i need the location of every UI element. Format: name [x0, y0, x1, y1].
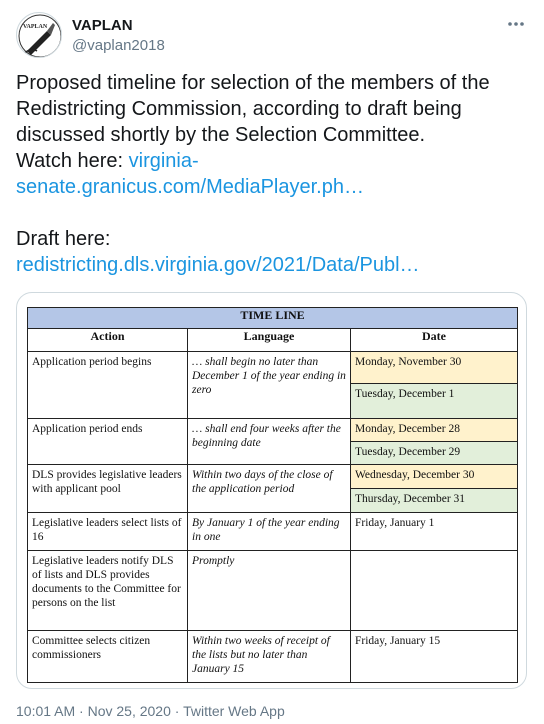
date-option-green: Tuesday, December 1: [351, 384, 517, 418]
date-cell: [351, 419, 518, 465]
table-row: [28, 465, 518, 513]
language-cell: By January 1 of the year ending in one: [188, 513, 351, 551]
date-cell: [351, 513, 518, 551]
draft-link[interactable]: redistricting.dls.virginia.gov/2021/Data/Publ…: [16, 254, 420, 276]
action-cell: Committee selects citizen commissioners: [28, 631, 188, 683]
action-cell: Legislative leaders notify DLS of lists and DLS provides documents to the Committee for persons on the list: [28, 551, 188, 631]
attached-image[interactable]: [16, 292, 527, 689]
date-option-yellow: Monday, December 28: [351, 419, 517, 442]
language-cell: Promptly: [188, 551, 351, 631]
tweet-timestamp[interactable]: 10:01 AM · Nov 25, 2020 · Twitter Web App: [16, 703, 285, 719]
timeline-document: [27, 307, 517, 683]
date-option-yellow: Monday, November 30: [351, 352, 517, 384]
language-cell: … shall end four weeks after the beginning date: [188, 419, 351, 465]
date-value: Friday, January 1: [355, 517, 435, 529]
timeline-table: [27, 307, 518, 683]
table-row: [28, 631, 518, 683]
date-cell: [351, 352, 518, 419]
column-header-action: Action: [28, 329, 188, 352]
action-cell: DLS provides legislative leaders with applicant pool: [28, 465, 188, 513]
language-cell: Within two weeks of receipt of the lists but no later than January 15: [188, 631, 351, 683]
column-header-date: Date: [351, 329, 518, 352]
table-row: [28, 551, 518, 631]
watch-line: [16, 148, 528, 200]
date-value: [351, 551, 517, 557]
date-cell: [351, 465, 518, 513]
language-cell: Within two days of the close of the application period: [188, 465, 351, 513]
user-handle[interactable]: @vaplan2018: [72, 37, 165, 54]
tweet-header: [16, 12, 528, 60]
table-row: [28, 513, 518, 551]
table-row: [28, 419, 518, 465]
date-cell: [351, 631, 518, 683]
date-value: Friday, January 15: [355, 635, 441, 647]
timeline-title: TIME LINE: [28, 308, 518, 329]
avatar[interactable]: [16, 12, 62, 58]
date-option-green: Thursday, December 31: [351, 489, 517, 512]
watch-link[interactable]: virginia-senate.granicus.com/MediaPlayer.ph…: [16, 150, 364, 198]
action-cell: Application period begins: [28, 352, 188, 419]
tweet-body: [16, 70, 528, 278]
table-row: [28, 352, 518, 419]
date-option-green: Tuesday, December 29: [351, 442, 517, 464]
column-header-language: Language: [188, 329, 351, 352]
date-cell: [351, 551, 518, 631]
tweet-text: Proposed timeline for selection of the members of the Redistricting Commission, according to draft being discussed shortly by the Selection Committee.: [16, 72, 490, 146]
action-cell: Legislative leaders select lists of 16: [28, 513, 188, 551]
language-cell: … shall begin no later than December 1 of the year ending in zero: [188, 352, 351, 419]
display-name[interactable]: VAPLAN: [72, 17, 133, 34]
action-cell: Application period ends: [28, 419, 188, 465]
more-options-icon[interactable]: [504, 14, 528, 34]
date-option-yellow: Wednesday, December 30: [351, 465, 517, 489]
fountain-pen-logo-icon: [17, 13, 62, 58]
draft-label: Draft here:: [16, 228, 111, 250]
watch-label: Watch here:: [16, 150, 129, 172]
svg-text:VAPLAN: VAPLAN: [23, 24, 48, 30]
